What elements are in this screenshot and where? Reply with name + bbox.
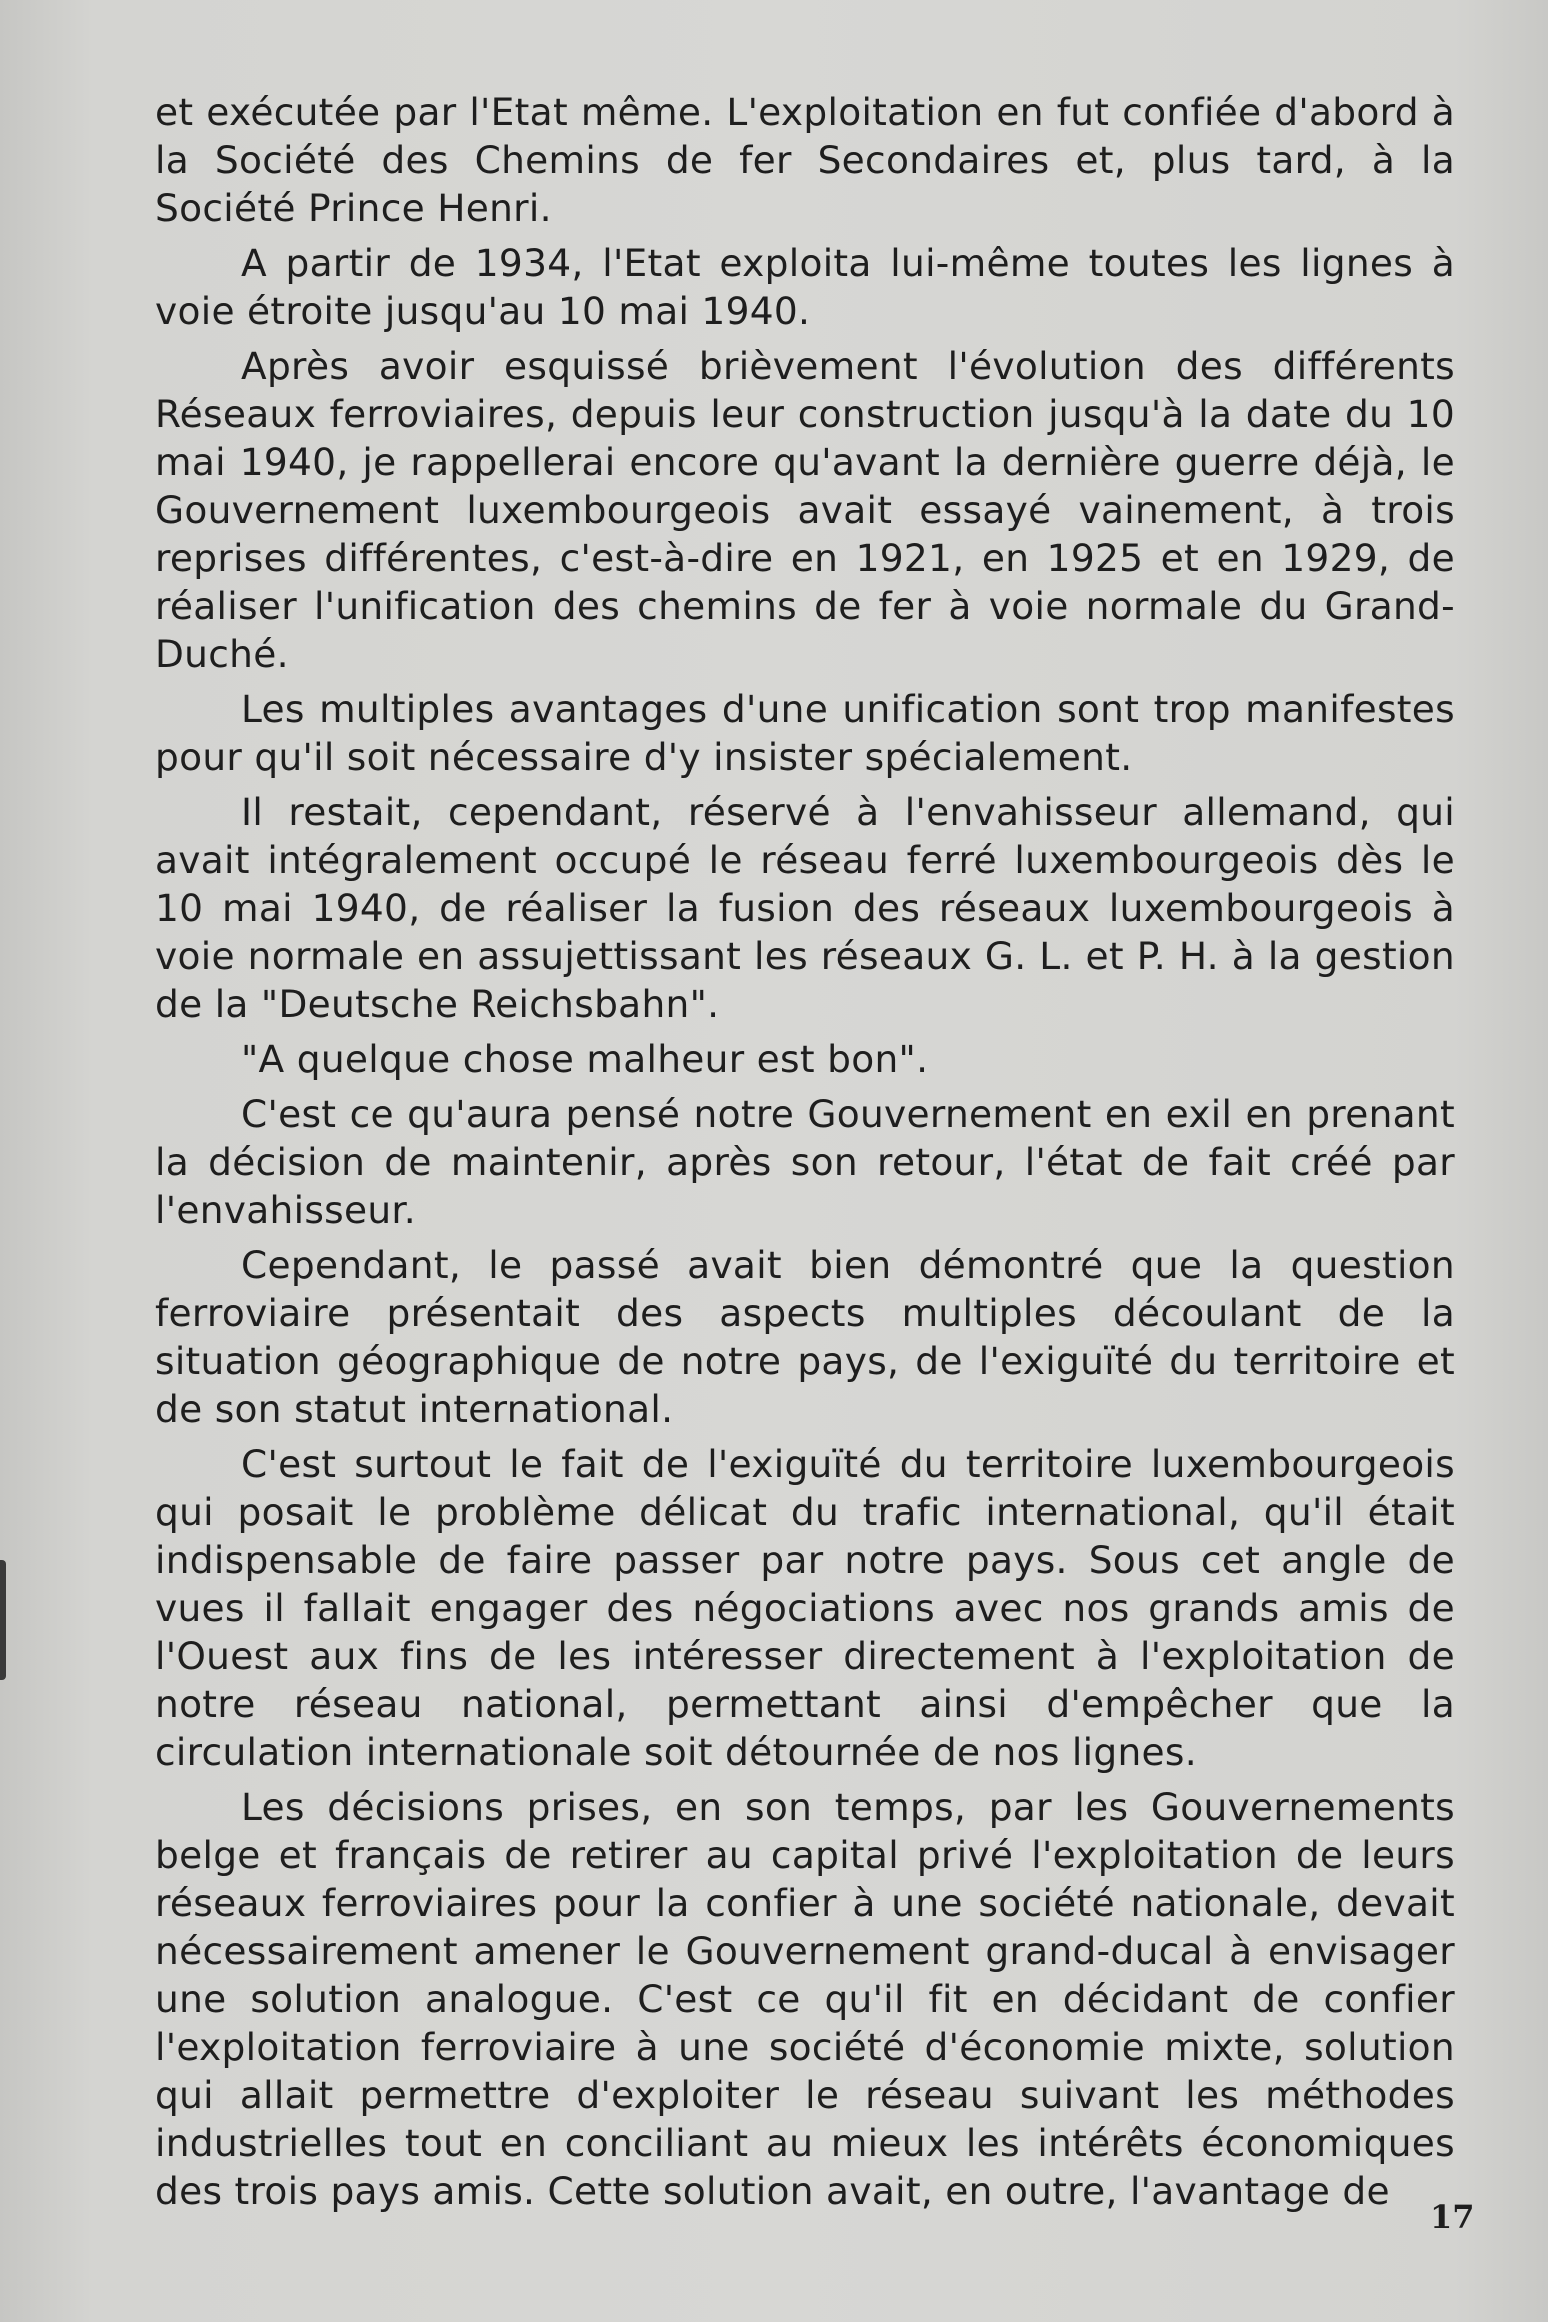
page-number: 17 xyxy=(1430,2198,1475,2236)
paragraph: et exécutée par l'Etat même. L'exploitation en fut confiée d'abord à la Société des Chemins de fer Secondaires et, plus tard, à la Société Prince Henri. xyxy=(155,90,1455,230)
body-text xyxy=(155,88,1455,2222)
paragraph: Il restait, cependant, réservé à l'envahisseur allemand, qui avait intégralement occupé le réseau ferré luxembourgeois dès le 10 mai 1940, de réaliser la fusion des réseaux luxembourgeois à voie normale en assujettissant les réseaux G. L. et P. H. à la gestion de la "Deutsche Reichsbahn". xyxy=(155,790,1455,1026)
paragraph: C'est surtout le fait de l'exiguïté du territoire luxembourgeois qui posait le problème délicat du trafic international, qu'il était indispensable de faire passer par notre pays. Sous cet angle de vues il fallait engager des négociations avec nos grands amis de l'Ouest aux fins de les intéresser directement à l'exploitation de notre réseau national, permettant ainsi d'empêcher que la circulation internationale soit détournée de nos lignes. xyxy=(155,1442,1455,1774)
paragraph: Après avoir esquissé brièvement l'évolution des différents Réseaux ferroviaires, depuis leur construction jusqu'à la date du 10 mai 1940, je rappellerai encore qu'avant la dernière guerre déjà, le Gouvernement luxembourgeois avait essayé vainement, à trois reprises différentes, c'est-à-dire en 1921, en 1925 et en 1929, de réaliser l'unification des chemins de fer à voie normale du Grand-Duché. xyxy=(155,344,1455,676)
paragraph: Cependant, le passé avait bien démontré que la question ferroviaire présentait des aspects multiples découlant de la situation géographique de notre pays, de l'exiguïté du territoire et de son statut international. xyxy=(155,1243,1455,1431)
page-edge-shadow xyxy=(0,1560,6,1680)
quote-paragraph: "A quelque chose malheur est bon". xyxy=(241,1037,929,1081)
paragraph: A partir de 1934, l'Etat exploita lui-même toutes les lignes à voie étroite jusqu'au 10 mai 1940. xyxy=(155,241,1455,333)
paragraph: Les multiples avantages d'une unification sont trop manifestes pour qu'il soit nécessaire d'y insister spécialement. xyxy=(155,687,1455,779)
paragraph: Les décisions prises, en son temps, par les Gouvernements belge et français de retirer au capital privé l'exploitation de leurs réseaux ferroviaires pour la confier à une société nationale, devait nécessairement amener le Gouvernement grand-ducal à envisager une solution analogue. C'est ce qu'il fit en décidant de confier l'exploitation ferroviaire à une société d'économie mixte, solution qui allait permettre d'exploiter le réseau suivant les méthodes industrielles tout en conciliant au mieux les intérêts économiques des trois pays amis. Cette solution avait, en outre, l'avantage de xyxy=(155,1785,1455,2213)
paragraph: C'est ce qu'aura pensé notre Gouvernement en exil en prenant la décision de maintenir, après son retour, l'état de fait créé par l'envahisseur. xyxy=(155,1092,1455,1232)
